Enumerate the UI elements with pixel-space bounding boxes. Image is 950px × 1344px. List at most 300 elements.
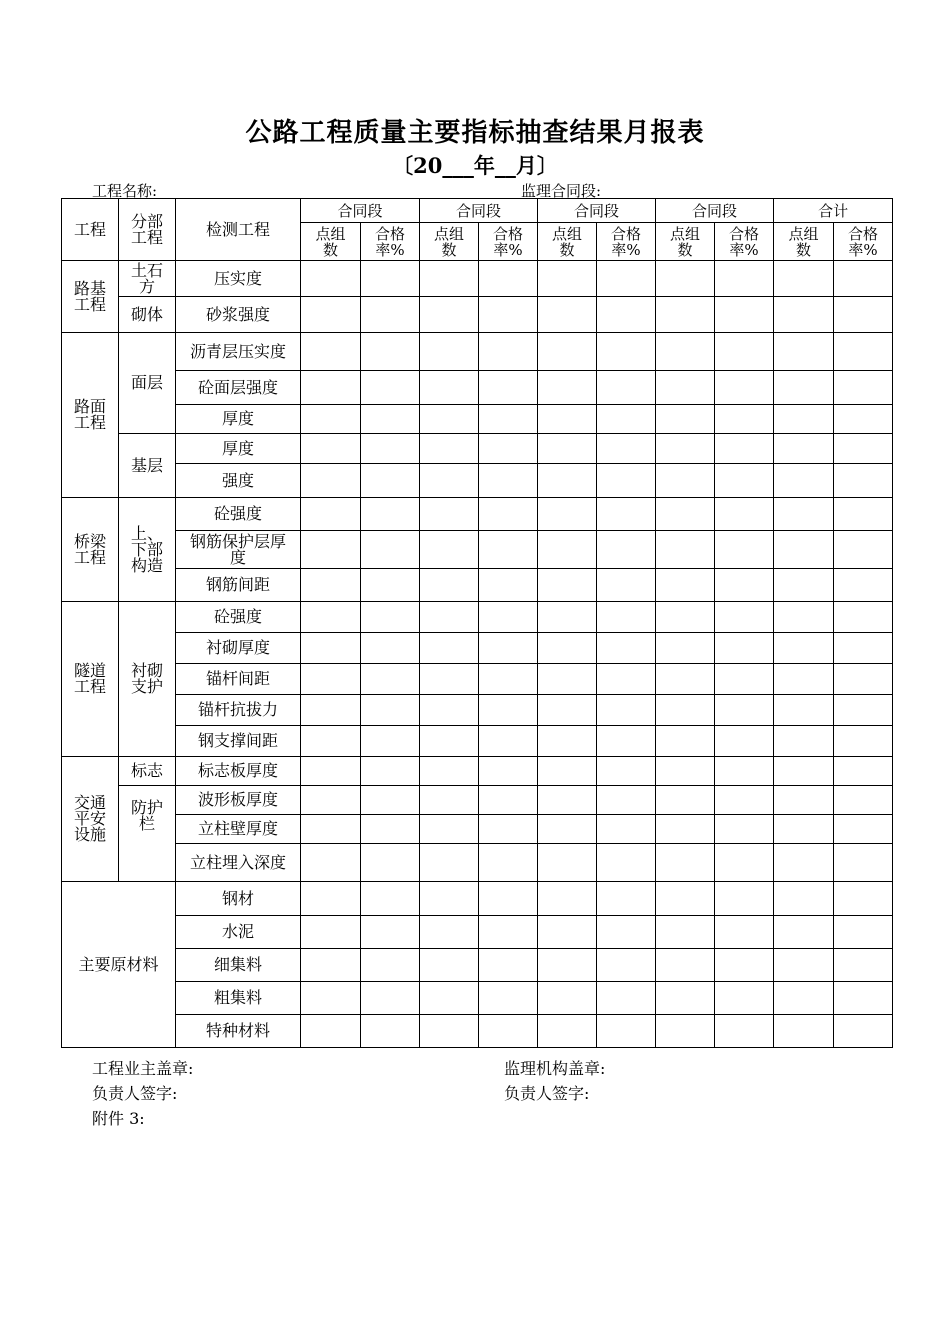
- data-cell: [538, 531, 597, 569]
- supervisor-sign-label: 负责人签字:: [504, 1084, 590, 1103]
- data-cell: [479, 1015, 538, 1048]
- data-cell: [597, 633, 656, 664]
- data-cell: [834, 531, 893, 569]
- data-cell: [420, 726, 479, 757]
- data-cell: [774, 664, 834, 695]
- data-cell: [656, 786, 715, 815]
- data-cell: [715, 434, 774, 464]
- data-cell: [656, 464, 715, 498]
- data-cell: [597, 1015, 656, 1048]
- data-cell: [479, 982, 538, 1015]
- contract-section-label: 监理合同段:: [521, 182, 602, 200]
- data-cell: [361, 261, 420, 297]
- header-pass-rate: 合格率%: [361, 223, 420, 261]
- data-cell: [538, 261, 597, 297]
- data-cell: [538, 602, 597, 633]
- data-cell: [597, 815, 656, 844]
- data-cell: [361, 726, 420, 757]
- table-row: [62, 531, 893, 569]
- data-cell: [656, 882, 715, 916]
- test-item-cell: 厚度: [176, 434, 301, 464]
- data-cell: [774, 786, 834, 815]
- report-title: 公路工程质量主要指标抽查结果月报表: [245, 118, 705, 148]
- data-cell: [715, 664, 774, 695]
- header-points: 点组数: [538, 223, 597, 261]
- data-cell: [656, 371, 715, 405]
- data-cell: [479, 464, 538, 498]
- data-cell: [834, 498, 893, 531]
- data-cell: [420, 982, 479, 1015]
- data-cell: [597, 695, 656, 726]
- report-table: [61, 198, 893, 1048]
- data-cell: [834, 916, 893, 949]
- test-item-cell: 砼强度: [176, 602, 301, 633]
- data-cell: [715, 844, 774, 882]
- data-cell: [597, 434, 656, 464]
- data-cell: [715, 882, 774, 916]
- data-cell: [656, 405, 715, 434]
- data-cell: [301, 602, 361, 633]
- data-cell: [656, 815, 715, 844]
- data-cell: [656, 844, 715, 882]
- data-cell: [774, 757, 834, 786]
- data-cell: [834, 695, 893, 726]
- data-cell: [538, 726, 597, 757]
- data-cell: [597, 464, 656, 498]
- data-cell: [538, 297, 597, 333]
- data-cell: [479, 261, 538, 297]
- header-pass-rate: 合格率%: [834, 223, 893, 261]
- test-item-cell: 钢支撑间距: [176, 726, 301, 757]
- data-cell: [538, 815, 597, 844]
- data-cell: [420, 333, 479, 371]
- data-cell: [301, 695, 361, 726]
- test-item-cell: 衬砌厚度: [176, 633, 301, 664]
- data-cell: [361, 569, 420, 602]
- category-cell: 隧道工程: [62, 602, 119, 757]
- table-row: [62, 664, 893, 695]
- data-cell: [420, 602, 479, 633]
- data-cell: [538, 695, 597, 726]
- data-cell: [656, 982, 715, 1015]
- data-cell: [301, 405, 361, 434]
- data-cell: [656, 261, 715, 297]
- table-row: [62, 405, 893, 434]
- sub-project-cell: 基层: [119, 434, 176, 498]
- table-row: [62, 633, 893, 664]
- data-cell: [834, 333, 893, 371]
- data-cell: [597, 844, 656, 882]
- table-row: [62, 882, 893, 916]
- table-row: [62, 726, 893, 757]
- data-cell: [774, 633, 834, 664]
- table-row: [62, 569, 893, 602]
- data-cell: [774, 464, 834, 498]
- data-cell: [361, 464, 420, 498]
- table-row: [62, 949, 893, 982]
- data-cell: [538, 664, 597, 695]
- header-sub-project: 分部工程: [119, 199, 176, 261]
- header-test-item: 检测工程: [176, 199, 301, 261]
- data-cell: [774, 371, 834, 405]
- data-cell: [774, 531, 834, 569]
- data-cell: [361, 815, 420, 844]
- data-cell: [774, 695, 834, 726]
- data-cell: [538, 844, 597, 882]
- data-cell: [715, 531, 774, 569]
- data-cell: [420, 498, 479, 531]
- data-cell: [479, 602, 538, 633]
- data-cell: [597, 664, 656, 695]
- data-cell: [420, 434, 479, 464]
- data-cell: [715, 949, 774, 982]
- category-cell: 桥梁工程: [62, 498, 119, 602]
- header-points: 点组数: [656, 223, 715, 261]
- data-cell: [834, 261, 893, 297]
- data-cell: [597, 531, 656, 569]
- data-cell: [361, 531, 420, 569]
- category-cell: 路面工程: [62, 333, 119, 498]
- test-item-cell: 钢筋间距: [176, 569, 301, 602]
- data-cell: [479, 726, 538, 757]
- data-cell: [301, 371, 361, 405]
- data-cell: [361, 844, 420, 882]
- project-name-label: 工程名称:: [92, 182, 158, 200]
- data-cell: [715, 815, 774, 844]
- data-cell: [656, 333, 715, 371]
- data-cell: [420, 371, 479, 405]
- test-item-cell: 砼强度: [176, 498, 301, 531]
- data-cell: [538, 569, 597, 602]
- test-item-cell: 砂浆强度: [176, 297, 301, 333]
- data-cell: [656, 531, 715, 569]
- data-cell: [301, 844, 361, 882]
- data-cell: [774, 1015, 834, 1048]
- test-item-cell: 标志板厚度: [176, 757, 301, 786]
- data-cell: [420, 261, 479, 297]
- test-item-cell: 立柱埋入深度: [176, 844, 301, 882]
- data-cell: [420, 633, 479, 664]
- data-cell: [715, 757, 774, 786]
- data-cell: [774, 844, 834, 882]
- header-row-1: [62, 199, 893, 223]
- test-item-cell: 钢筋保护层厚度: [176, 531, 301, 569]
- data-cell: [774, 434, 834, 464]
- data-cell: [479, 757, 538, 786]
- test-item-cell: 立柱壁厚度: [176, 815, 301, 844]
- test-item-cell: 钢材: [176, 882, 301, 916]
- data-cell: [597, 371, 656, 405]
- data-cell: [656, 949, 715, 982]
- data-cell: [834, 569, 893, 602]
- data-cell: [479, 949, 538, 982]
- data-cell: [597, 297, 656, 333]
- data-cell: [715, 633, 774, 664]
- sub-project-cell: 土石方: [119, 261, 176, 297]
- data-cell: [597, 757, 656, 786]
- data-cell: [301, 297, 361, 333]
- data-cell: [538, 982, 597, 1015]
- table-row: [62, 695, 893, 726]
- header-points: 点组数: [774, 223, 834, 261]
- data-cell: [361, 664, 420, 695]
- header-pass-rate: 合格率%: [479, 223, 538, 261]
- data-cell: [361, 982, 420, 1015]
- data-cell: [538, 498, 597, 531]
- data-cell: [479, 633, 538, 664]
- table-row: [62, 297, 893, 333]
- data-cell: [479, 844, 538, 882]
- supervisor-seal-label: 监理机构盖章:: [504, 1059, 606, 1078]
- data-cell: [656, 569, 715, 602]
- data-cell: [597, 333, 656, 371]
- data-cell: [301, 434, 361, 464]
- data-cell: [479, 333, 538, 371]
- test-item-cell: 沥青层压实度: [176, 333, 301, 371]
- test-item-cell: 波形板厚度: [176, 786, 301, 815]
- data-cell: [361, 498, 420, 531]
- data-cell: [420, 464, 479, 498]
- report-period: 〔20___年__月〕: [392, 153, 558, 178]
- data-cell: [597, 786, 656, 815]
- header-contract-section: 合同段: [420, 199, 538, 223]
- table-row: [62, 1015, 893, 1048]
- category-cell: 主要原材料: [62, 882, 176, 1048]
- category-cell: 交通平安设施: [62, 757, 119, 882]
- data-cell: [774, 333, 834, 371]
- data-cell: [834, 844, 893, 882]
- data-cell: [479, 297, 538, 333]
- data-cell: [834, 1015, 893, 1048]
- table-row: [62, 786, 893, 815]
- data-cell: [479, 815, 538, 844]
- data-cell: [301, 949, 361, 982]
- data-cell: [301, 1015, 361, 1048]
- test-item-cell: 水泥: [176, 916, 301, 949]
- data-cell: [301, 882, 361, 916]
- table-row: [62, 916, 893, 949]
- data-cell: [301, 786, 361, 815]
- data-cell: [834, 664, 893, 695]
- data-cell: [774, 498, 834, 531]
- data-cell: [301, 569, 361, 602]
- data-cell: [597, 882, 656, 916]
- data-cell: [597, 602, 656, 633]
- data-cell: [361, 757, 420, 786]
- data-cell: [479, 786, 538, 815]
- data-cell: [834, 297, 893, 333]
- table-row: [62, 261, 893, 297]
- test-item-cell: 锚杆抗拔力: [176, 695, 301, 726]
- data-cell: [774, 949, 834, 982]
- data-cell: [715, 261, 774, 297]
- data-cell: [361, 602, 420, 633]
- data-cell: [301, 498, 361, 531]
- data-cell: [538, 464, 597, 498]
- data-cell: [479, 371, 538, 405]
- data-cell: [597, 916, 656, 949]
- data-cell: [834, 405, 893, 434]
- data-cell: [420, 664, 479, 695]
- data-cell: [656, 633, 715, 664]
- data-cell: [301, 464, 361, 498]
- owner-seal-label: 工程业主盖章:: [92, 1059, 194, 1078]
- test-item-cell: 锚杆间距: [176, 664, 301, 695]
- data-cell: [361, 786, 420, 815]
- data-cell: [361, 434, 420, 464]
- data-cell: [538, 434, 597, 464]
- sub-project-cell: 衬砌支护: [119, 602, 176, 757]
- data-cell: [301, 815, 361, 844]
- table-row: [62, 757, 893, 786]
- data-cell: [774, 882, 834, 916]
- data-cell: [715, 982, 774, 1015]
- data-cell: [538, 786, 597, 815]
- data-cell: [834, 464, 893, 498]
- data-cell: [715, 333, 774, 371]
- data-cell: [301, 982, 361, 1015]
- data-cell: [479, 664, 538, 695]
- data-cell: [834, 786, 893, 815]
- data-cell: [361, 371, 420, 405]
- data-cell: [420, 297, 479, 333]
- table-row: [62, 434, 893, 464]
- data-cell: [834, 371, 893, 405]
- data-cell: [656, 434, 715, 464]
- data-cell: [479, 882, 538, 916]
- data-cell: [538, 757, 597, 786]
- data-cell: [597, 949, 656, 982]
- data-cell: [420, 916, 479, 949]
- table-row: [62, 371, 893, 405]
- data-cell: [301, 916, 361, 949]
- data-cell: [597, 405, 656, 434]
- data-cell: [715, 602, 774, 633]
- data-cell: [715, 498, 774, 531]
- data-cell: [479, 434, 538, 464]
- data-cell: [301, 633, 361, 664]
- table-row: [62, 844, 893, 882]
- sub-project-cell: 砌体: [119, 297, 176, 333]
- data-cell: [834, 602, 893, 633]
- data-cell: [597, 498, 656, 531]
- data-cell: [538, 333, 597, 371]
- category-cell: 路基工程: [62, 261, 119, 333]
- data-cell: [774, 261, 834, 297]
- data-cell: [420, 569, 479, 602]
- data-cell: [597, 726, 656, 757]
- data-cell: [420, 757, 479, 786]
- header-contract-section: 合同段: [656, 199, 774, 223]
- data-cell: [656, 695, 715, 726]
- data-cell: [479, 916, 538, 949]
- data-cell: [420, 1015, 479, 1048]
- data-cell: [420, 949, 479, 982]
- header-contract-section: 合同段: [538, 199, 656, 223]
- data-cell: [715, 405, 774, 434]
- attachment-label: 附件 3:: [92, 1109, 145, 1128]
- data-cell: [361, 1015, 420, 1048]
- test-item-cell: 细集料: [176, 949, 301, 982]
- data-cell: [301, 757, 361, 786]
- data-cell: [774, 602, 834, 633]
- data-cell: [597, 261, 656, 297]
- data-cell: [656, 916, 715, 949]
- data-cell: [301, 664, 361, 695]
- data-cell: [774, 982, 834, 1015]
- data-cell: [715, 916, 774, 949]
- data-cell: [361, 882, 420, 916]
- data-cell: [301, 261, 361, 297]
- data-cell: [420, 531, 479, 569]
- data-cell: [420, 695, 479, 726]
- table-row: [62, 333, 893, 371]
- data-cell: [715, 726, 774, 757]
- data-cell: [361, 333, 420, 371]
- data-cell: [597, 982, 656, 1015]
- sub-project-cell: 防护栏: [119, 786, 176, 882]
- data-cell: [774, 916, 834, 949]
- header-pass-rate: 合格率%: [597, 223, 656, 261]
- data-cell: [774, 405, 834, 434]
- header-points: 点组数: [301, 223, 361, 261]
- data-cell: [479, 531, 538, 569]
- table-row: [62, 464, 893, 498]
- data-cell: [538, 882, 597, 916]
- sub-project-cell: 标志: [119, 757, 176, 786]
- data-cell: [715, 786, 774, 815]
- data-cell: [774, 726, 834, 757]
- data-cell: [834, 633, 893, 664]
- data-cell: [420, 844, 479, 882]
- header-pass-rate: 合格率%: [715, 223, 774, 261]
- data-cell: [361, 949, 420, 982]
- data-cell: [479, 695, 538, 726]
- data-cell: [420, 882, 479, 916]
- test-item-cell: 厚度: [176, 405, 301, 434]
- data-cell: [774, 569, 834, 602]
- data-cell: [538, 405, 597, 434]
- data-cell: [656, 726, 715, 757]
- data-cell: [301, 333, 361, 371]
- data-cell: [361, 297, 420, 333]
- data-cell: [361, 695, 420, 726]
- data-cell: [656, 1015, 715, 1048]
- test-item-cell: 强度: [176, 464, 301, 498]
- data-cell: [301, 531, 361, 569]
- data-cell: [597, 569, 656, 602]
- test-item-cell: 粗集料: [176, 982, 301, 1015]
- sub-project-cell: 面层: [119, 333, 176, 434]
- data-cell: [774, 815, 834, 844]
- data-cell: [656, 757, 715, 786]
- data-cell: [538, 1015, 597, 1048]
- data-cell: [834, 434, 893, 464]
- data-cell: [834, 882, 893, 916]
- data-cell: [538, 949, 597, 982]
- data-cell: [834, 982, 893, 1015]
- sub-project-cell: 上、下部构造: [119, 498, 176, 602]
- data-cell: [715, 569, 774, 602]
- data-cell: [834, 815, 893, 844]
- data-cell: [834, 757, 893, 786]
- data-cell: [656, 602, 715, 633]
- data-cell: [656, 664, 715, 695]
- data-cell: [479, 498, 538, 531]
- header-project: 工程: [62, 199, 119, 261]
- test-item-cell: 砼面层强度: [176, 371, 301, 405]
- table-row: [62, 815, 893, 844]
